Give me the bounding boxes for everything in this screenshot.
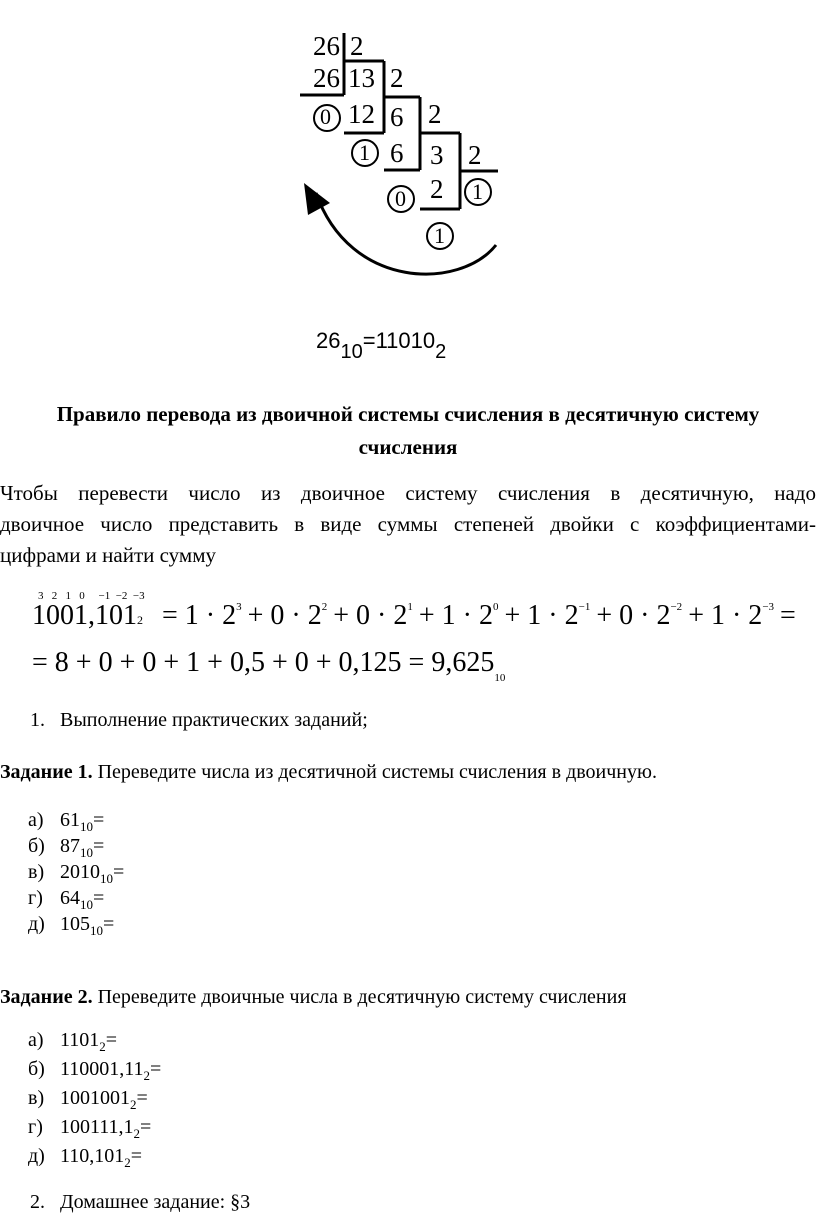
task-item-marker: а) bbox=[28, 809, 44, 831]
formula-term: + 1 · 2 bbox=[418, 600, 493, 631]
task-item-marker: а) bbox=[28, 1029, 44, 1051]
formula-line-1 bbox=[32, 600, 796, 632]
diagram-number: 12 bbox=[348, 99, 375, 129]
homework-marker: 2. bbox=[30, 1191, 45, 1213]
task-item-number: 105 bbox=[60, 913, 90, 935]
task-item bbox=[28, 1115, 151, 1141]
formula-term-exponent: 3 bbox=[236, 601, 242, 613]
formula-term: = bbox=[780, 600, 796, 631]
task-item-number: 87 bbox=[60, 835, 80, 857]
diagram-remainder: 0 bbox=[320, 104, 331, 129]
task-item-marker: в) bbox=[28, 1087, 45, 1109]
task-item bbox=[28, 1028, 117, 1054]
task-item-base: 2 bbox=[99, 1039, 106, 1054]
task-item bbox=[28, 912, 114, 938]
task-item-equals: = bbox=[93, 835, 105, 857]
diagram-remainder: 1 bbox=[472, 179, 483, 204]
formula-terms bbox=[156, 600, 796, 631]
formula-term-exponent: −2 bbox=[670, 601, 683, 613]
task-item-equals: = bbox=[93, 809, 105, 831]
diagram-number: 13 bbox=[348, 63, 375, 93]
conversion-result bbox=[316, 328, 447, 363]
rule-heading bbox=[0, 398, 816, 464]
task-item bbox=[28, 834, 104, 860]
formula-index-labels: 3 2 1 0 −1 −2 −3 bbox=[38, 590, 145, 602]
practice-heading bbox=[30, 708, 368, 732]
task-item-number: 2010 bbox=[60, 861, 100, 883]
diagram-number: 2 bbox=[430, 174, 444, 204]
task-item-equals: = bbox=[130, 1145, 143, 1167]
formula-term-exponent: −1 bbox=[578, 601, 591, 613]
formula-term-exponent: −3 bbox=[762, 601, 775, 613]
task-item-equals: = bbox=[113, 861, 125, 883]
task-item-marker: д) bbox=[28, 1145, 45, 1167]
diagram-number: 6 bbox=[390, 138, 404, 168]
task-item-marker: д) bbox=[28, 913, 45, 935]
formula-line-2 bbox=[32, 647, 506, 684]
result-base: 26 bbox=[316, 328, 341, 353]
formula-term: + 0 · 2 bbox=[247, 600, 322, 631]
diagram-number: 2 bbox=[390, 63, 404, 93]
formula-term: + 0 · 2 bbox=[333, 600, 408, 631]
task-item-equals: = bbox=[103, 913, 115, 935]
task-item-equals: = bbox=[105, 1029, 118, 1051]
task-item-number: 61 bbox=[60, 809, 80, 831]
task-item bbox=[28, 886, 104, 912]
task-item-equals: = bbox=[150, 1058, 162, 1080]
task-item-base: 2 bbox=[130, 1097, 137, 1112]
task-item-number: 110,101 bbox=[60, 1145, 125, 1167]
formula-term: + 0 · 2 bbox=[596, 600, 671, 631]
diagram-number: 26 bbox=[313, 31, 340, 61]
diagram-number: 2 bbox=[428, 99, 442, 129]
formula-term-exponent: 2 bbox=[321, 601, 328, 613]
formula-lhs: 1001,101 bbox=[32, 600, 137, 631]
task-item-number: 100111,1 bbox=[60, 1116, 134, 1138]
rule-heading-line: счисления bbox=[358, 435, 458, 459]
rule-heading-line: Правило перевода из двоичной системы счисления в десятичную систему bbox=[56, 402, 760, 426]
task-item-base: 10 bbox=[80, 845, 93, 860]
task-item-number: 110001,11 bbox=[60, 1058, 144, 1080]
formula-sum-sub: 10 bbox=[494, 672, 506, 684]
task-item-base: 2 bbox=[124, 1155, 131, 1170]
task-item-base: 2 bbox=[143, 1068, 151, 1083]
formula-term-exponent: 0 bbox=[493, 601, 499, 613]
task-item-base: 10 bbox=[80, 819, 93, 834]
result-value: =11010 bbox=[362, 328, 436, 353]
task2-text: Переведите двоичные числа в десятичную систему счисления bbox=[92, 986, 627, 1008]
diagram-number: 2 bbox=[350, 31, 364, 61]
task-item-marker: г) bbox=[28, 887, 43, 909]
task-item-marker: б) bbox=[28, 1058, 45, 1080]
task1-heading bbox=[0, 760, 657, 784]
formula-term: + 1 · 2 bbox=[688, 600, 763, 631]
diagram-remainder: 1 bbox=[359, 140, 370, 165]
practice-text: Выполнение практических заданий; bbox=[60, 709, 368, 731]
paragraph-line: двоичное число представить в виде суммы степеней двойки с коэффициентами- bbox=[0, 512, 816, 536]
task-item-number: 1001001 bbox=[60, 1087, 130, 1109]
task-item bbox=[28, 860, 124, 886]
task-item-base: 10 bbox=[100, 871, 113, 886]
task-item-marker: в) bbox=[28, 861, 45, 883]
homework bbox=[30, 1190, 250, 1214]
task-item-marker: г) bbox=[28, 1116, 43, 1138]
formula-lhs-sub: 2 bbox=[137, 613, 143, 627]
practice-marker: 1. bbox=[30, 709, 45, 731]
task-item-base: 2 bbox=[133, 1126, 141, 1141]
task-item-equals: = bbox=[136, 1087, 148, 1109]
task-item bbox=[28, 1057, 161, 1083]
task-item-number: 1101 bbox=[60, 1029, 100, 1051]
task-item-equals: = bbox=[93, 887, 105, 909]
formula-term: = 1 · 2 bbox=[162, 600, 237, 631]
task1-text: Переведите числа из десятичной системы счисления в двоичную. bbox=[92, 761, 657, 783]
result-sub: 2 bbox=[435, 341, 447, 363]
task-item bbox=[28, 1144, 142, 1170]
formula-sum: = 8 + 0 + 0 + 1 + 0,5 + 0 + 0,125 = 9,625 bbox=[32, 647, 495, 678]
homework-text: Домашнее задание: §3 bbox=[60, 1191, 251, 1213]
task-item bbox=[28, 808, 104, 834]
paragraph-line: цифрами и найти сумму bbox=[0, 543, 216, 567]
result-base-sub: 10 bbox=[340, 341, 363, 363]
diagram-remainder: 1 bbox=[434, 223, 445, 248]
task2-label: Задание 2. bbox=[0, 986, 93, 1008]
formula-term: + 1 · 2 bbox=[504, 600, 579, 631]
formula-term-exponent: 1 bbox=[407, 601, 413, 613]
diagram-number: 2 bbox=[468, 140, 482, 170]
task2-heading bbox=[0, 985, 627, 1009]
paragraph-line: Чтобы перевести число из двоичное систему счисления в десятичную, надо bbox=[0, 481, 816, 505]
task-item-base: 10 bbox=[80, 897, 93, 912]
task-item bbox=[28, 1086, 148, 1112]
diagram-remainder: 0 bbox=[395, 186, 406, 211]
diagram-number: 26 bbox=[313, 63, 340, 93]
task-item-marker: б) bbox=[28, 835, 45, 857]
task-item-base: 10 bbox=[90, 923, 103, 938]
task-item-equals: = bbox=[140, 1116, 152, 1138]
task1-label: Задание 1. bbox=[0, 761, 93, 783]
task-item-number: 64 bbox=[60, 887, 80, 909]
diagram-number: 6 bbox=[390, 102, 404, 132]
diagram-number: 3 bbox=[430, 140, 444, 170]
rule-paragraph bbox=[0, 478, 816, 571]
